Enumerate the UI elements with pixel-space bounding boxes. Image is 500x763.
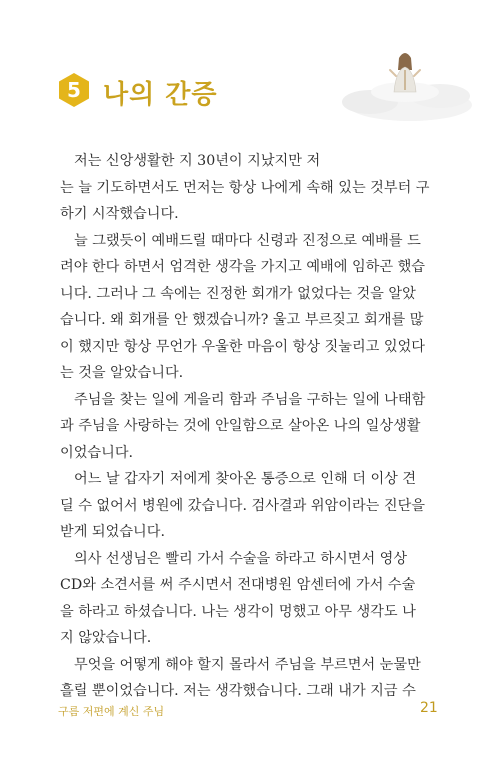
text-line: 받게 되었습니다. [60, 524, 165, 540]
text-line: 과 주님을 사랑하는 것에 안일함으로 살아온 나의 일상생활 [60, 418, 421, 434]
text-line: 는 늘 기도하면서도 먼저는 항상 나에게 속해 있는 것부터 구 [60, 179, 430, 196]
text-line: 어느 날 갑자기 저에게 찾아온 통증으로 인해 더 이상 견 [74, 471, 417, 487]
chapter-number-badge [57, 72, 91, 108]
text-line: 늘 그랬듯이 예배드릴 때마다 신령과 진정으로 예배를 드 [74, 232, 421, 249]
chapter-number: 5 [67, 78, 81, 102]
running-footer-title: 구름 저편에 계신 주님 [58, 705, 165, 718]
text-line: 지 않았습니다. [60, 630, 152, 646]
text-line: 는 것을 알았습니다. [60, 365, 184, 381]
text-line: CD와 소견서를 써 주시면서 전대병원 암센터에 가서 수술 [60, 577, 416, 593]
text-line: 니다. 그러나 그 속에는 진정한 회개가 없었다는 것을 알았 [60, 285, 416, 302]
text-line: 무엇을 어떻게 해야 할지 몰라서 주님을 부르면서 눈물만 [74, 656, 421, 673]
text-line: 을 하라고 하셨습니다. 나는 생각이 멍했고 아무 생각도 나 [60, 603, 416, 620]
text-line: 이 했지만 항상 무언가 우울한 마음이 항상 짓눌리고 있었다 [60, 338, 426, 355]
text-line: 흘릴 뿐이었습니다. 저는 생각했습니다. 그래 내가 지금 수 [60, 683, 416, 699]
text-line: 주님을 찾는 일에 게을리 함과 주님을 구하는 일에 나태함 [74, 391, 426, 408]
text-line: 이었습니다. [60, 444, 134, 461]
text-line: 의사 선생님은 빨리 가서 수술을 하라고 하시면서 영상 [74, 550, 408, 567]
text-line: 하기 시작했습니다. [60, 206, 179, 222]
page-number: 21 [420, 700, 438, 716]
chapter-title: 나의 간증 [103, 80, 218, 110]
praying-figure-illustration [330, 30, 480, 130]
text-line: 저는 신앙생활한 지 30년이 지났지만 저 [74, 153, 321, 169]
text-line: 딜 수 없어서 병원에 갔습니다. 검사결과 위암이라는 진단을 [60, 497, 426, 514]
text-line: 려야 한다 하면서 엄격한 생각을 가지고 예배에 임하곤 했습 [60, 259, 426, 275]
chapter-header [0, 0, 500, 140]
body-text [60, 148, 442, 705]
text-line: 습니다. 왜 회개를 안 했겠습니까? 울고 부르짖고 회개를 많 [60, 312, 424, 328]
